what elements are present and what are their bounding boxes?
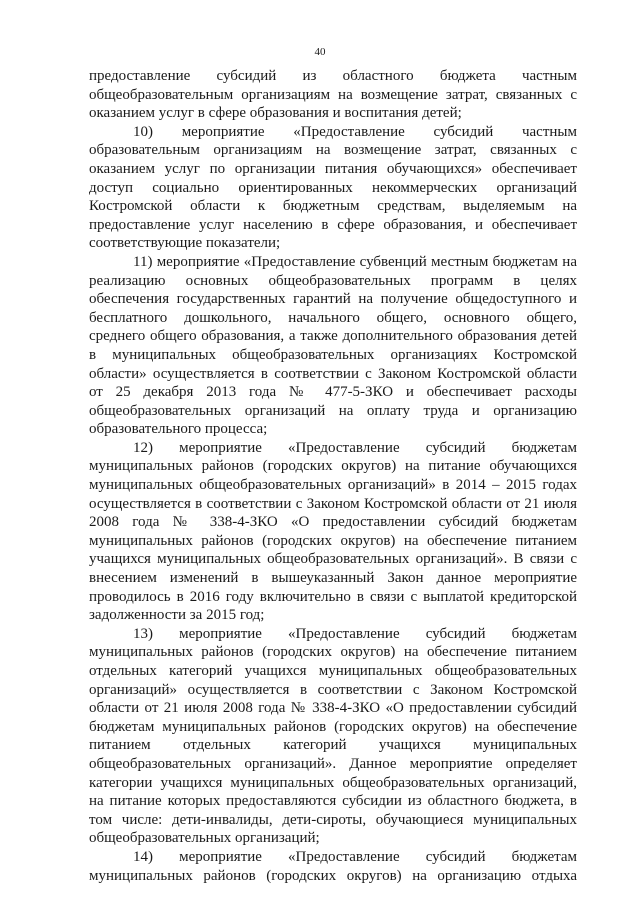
text-line: области от 21 июля 2008 года № 338-4-ЗКО «О предоставлении субсидий xyxy=(89,700,577,717)
text-line: 11) мероприятие «Предоставление субвенций местным бюджетам на xyxy=(133,253,577,270)
text-line: доступ социально ориентированных некоммерческих организаций xyxy=(89,179,577,196)
text-line: 14) мероприятие «Предоставление субсидий бюджетам xyxy=(133,848,577,865)
page-number: 40 xyxy=(314,46,326,58)
text-line: учащихся муниципальных общеобразовательных организаций». В связи с xyxy=(89,551,577,568)
text-line: образовательного процесса; xyxy=(89,421,268,438)
text-line: образовательным организациям на возмещение затрат, связанных с xyxy=(89,142,577,159)
text-line: бесплатного дошкольного, начального общего, основного общего, xyxy=(89,309,577,326)
text-line: общеобразовательных организаций». Данное мероприятие определяет xyxy=(89,755,577,772)
text-line: задолженности за 2015 год; xyxy=(89,607,265,624)
text-line: проводилось в 2016 году включительно в связи с выплатой кредиторской xyxy=(89,588,577,605)
text-line: 12) мероприятие «Предоставление субсидий бюджетам xyxy=(133,439,577,456)
text-line: от 25 декабря 2013 года № 477-5-ЗКО и обеспечивает расходы xyxy=(89,384,577,401)
text-line: обеспечения государственных гарантий на получение общедоступного и xyxy=(89,291,577,308)
text-line: отдельных категорий учащихся муниципальных общеобразовательных xyxy=(89,663,577,679)
text-line: общеобразовательным организациям на возмещение затрат, связанных с xyxy=(89,86,577,103)
text-line: 10) мероприятие «Предоставление субсидий частным xyxy=(133,123,577,140)
text-line: категории учащихся муниципальных общеобразовательных организаций, xyxy=(89,774,577,791)
text-line: организаций» осуществляется в соответствии с Законом Костромской xyxy=(89,681,577,698)
text-line: муниципальных районов (городских округов) на обеспечение питанием xyxy=(89,644,577,661)
text-line: общеобразовательных организаций; xyxy=(89,830,320,847)
text-line: муниципальных районов (городских округов) на обеспечение питанием xyxy=(89,532,577,549)
text-line: 13) мероприятие «Предоставление субсидий бюджетам xyxy=(133,625,577,642)
text-line: осуществляется в соответствии с Законом Костромской области от 21 июля xyxy=(89,495,577,512)
text-line: 2008 года № 338-4-ЗКО «О предоставлении субсидий бюджетам xyxy=(89,514,577,531)
text-line: оказанием услуг по организации питания обучающихся» обеспечивает xyxy=(89,160,577,177)
text-line: оказанием услуг в сфере образования и воспитания детей; xyxy=(89,105,462,122)
text-line: в муниципальных общеобразовательных организациях Костромской xyxy=(89,346,577,363)
text-line: соответствующие показатели; xyxy=(89,235,281,252)
text-line: внесением изменений в вышеуказанный Закон данное мероприятие xyxy=(89,570,577,587)
text-line: муниципальных районов (городских округов) на питание обучающихся xyxy=(89,458,577,475)
text-line: питанием отдельных категорий учащихся муниципальных xyxy=(89,737,577,754)
text-line: том числе: дети-инвалиды, дети-сироты, обучающиеся муниципальных xyxy=(89,811,577,828)
text-line: предоставление услуг населению в сфере образования, и обеспечивает xyxy=(89,216,577,233)
text-line: общеобразовательных организаций на оплату труда и организацию xyxy=(89,402,577,419)
text-line: бюджетам муниципальных районов (городских округов) на обеспечение xyxy=(89,718,577,735)
document-body xyxy=(89,67,577,885)
text-line: на питание которых предоставляются субсидии из областного бюджета, в xyxy=(89,793,577,810)
text-line: муниципальных районов (городских округов) на организацию отдыха xyxy=(89,867,577,884)
text-line: предоставление субсидий из областного бюджета частным xyxy=(89,68,577,84)
text-line: среднего общего образования, а также дополнительного образования детей xyxy=(89,328,577,345)
text-line: Костромской области к бюджетным средствам, выделяемым на xyxy=(89,198,577,215)
text-line: реализацию основных общеобразовательных программ в целях xyxy=(89,272,577,289)
text-line: муниципальных общеобразовательных организаций» в 2014 – 2015 годах xyxy=(89,477,577,494)
text-line: области» осуществляется в соответствии с Законом Костромской области xyxy=(89,365,577,382)
